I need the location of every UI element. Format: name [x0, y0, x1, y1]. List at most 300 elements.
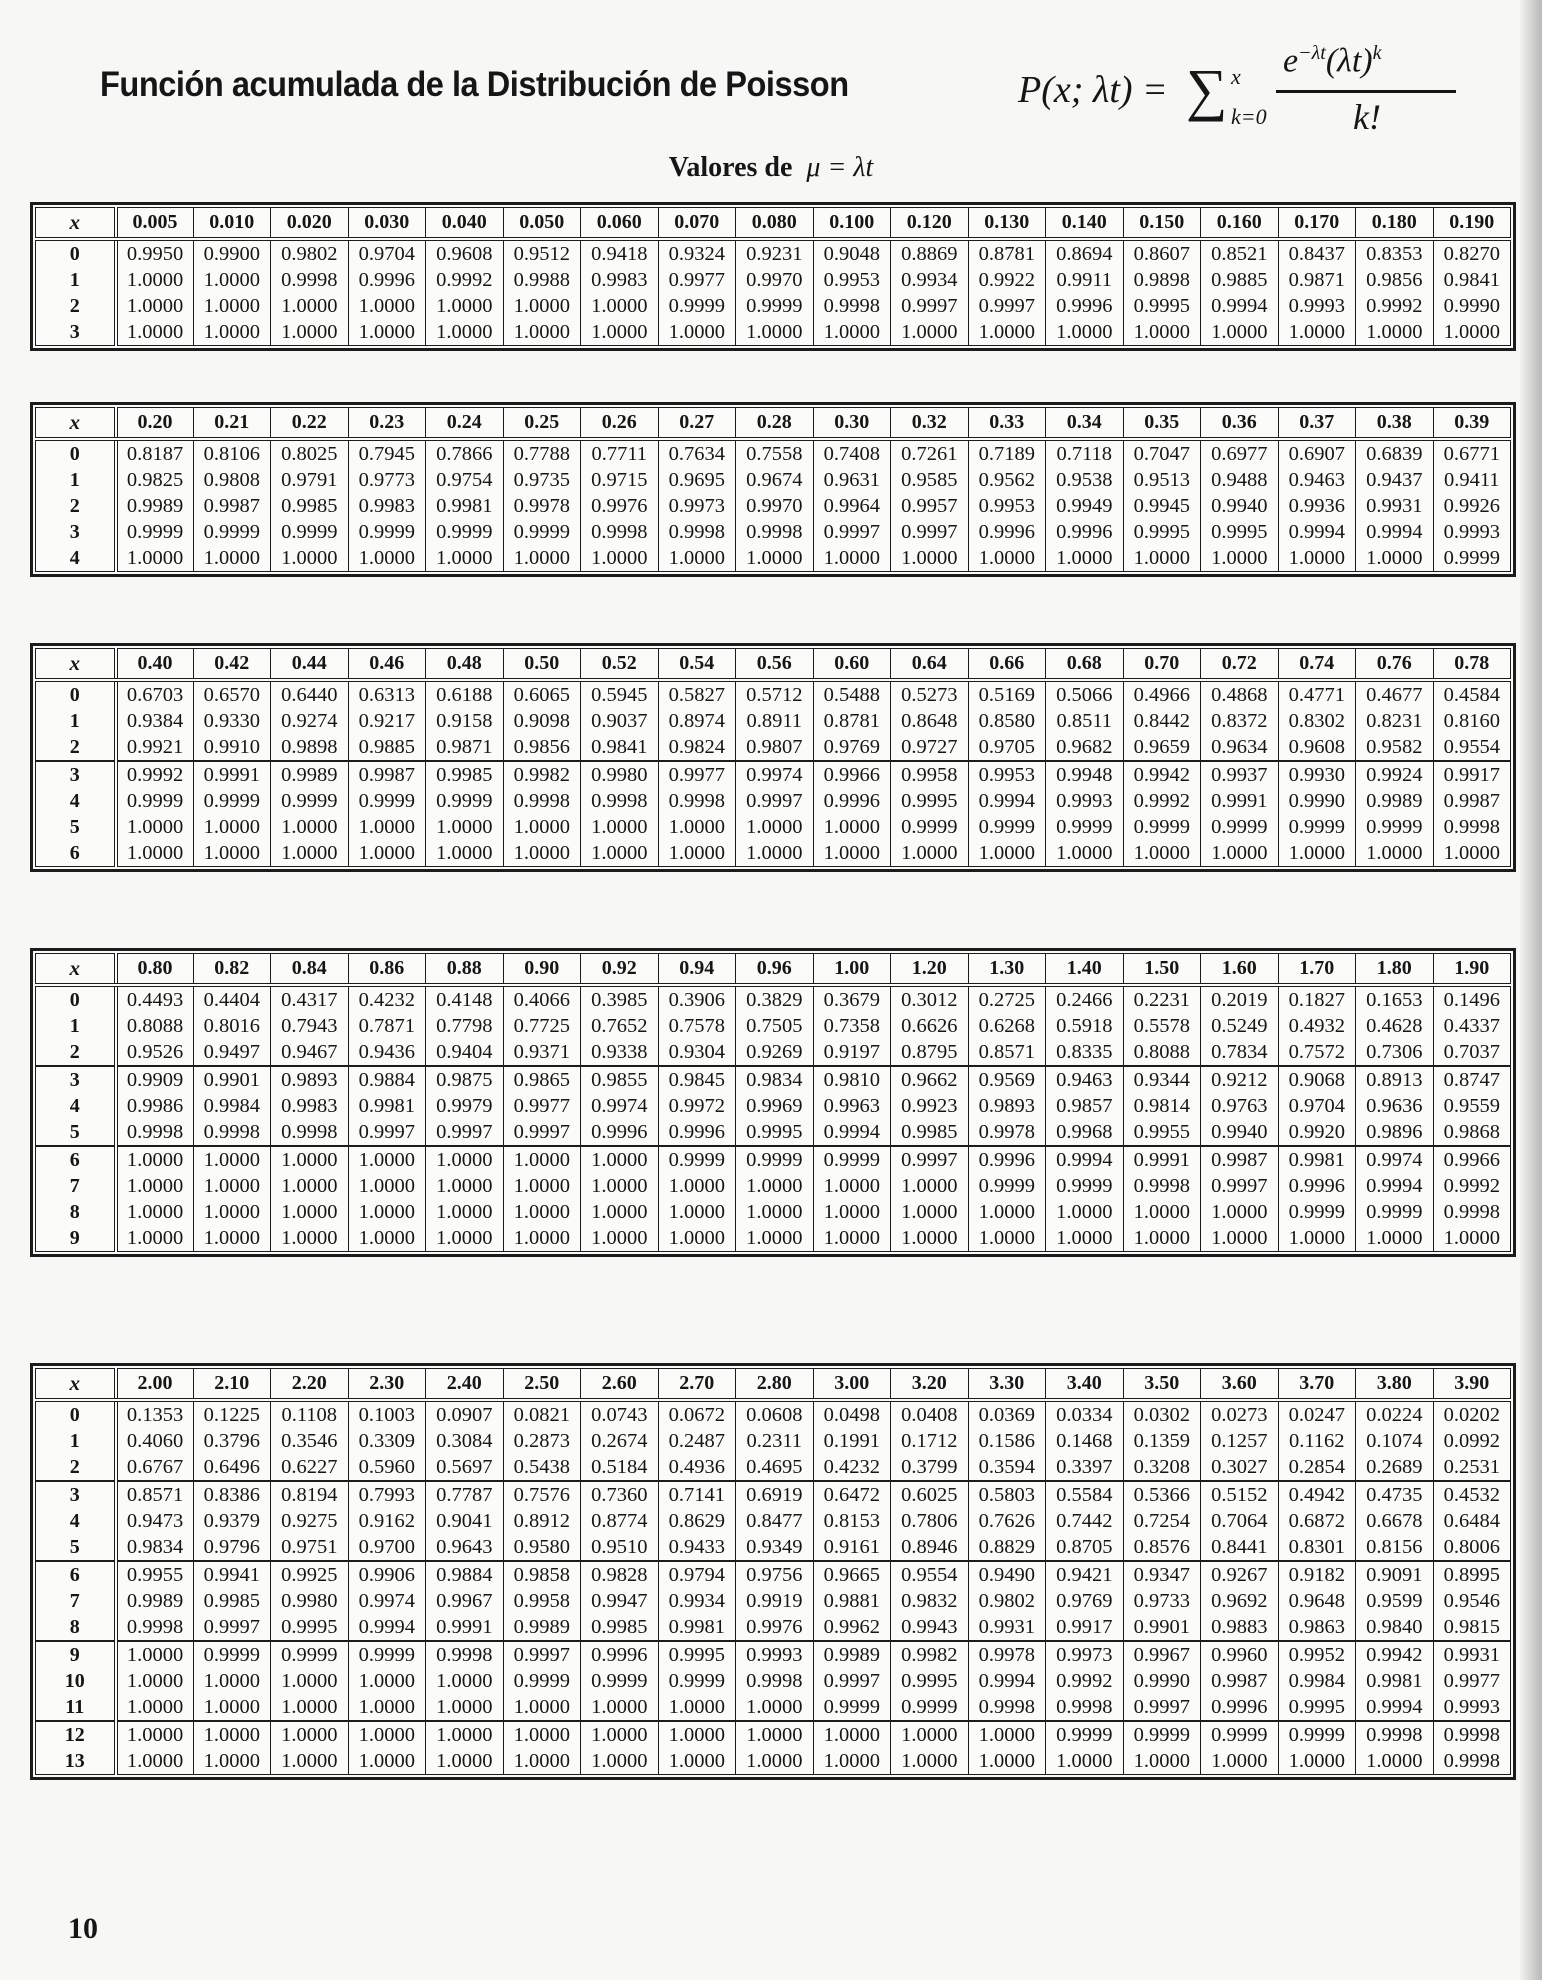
probability-cell: 0.9526 [116, 1039, 194, 1066]
probability-cell: 0.9985 [426, 761, 504, 788]
probability-cell: 0.9924 [1356, 761, 1434, 788]
probability-cell: 0.7141 [658, 1481, 736, 1508]
page-edge-shadow [1520, 0, 1542, 1980]
mu-column-header: 0.88 [426, 954, 504, 986]
mu-column-header: 0.38 [1356, 408, 1434, 440]
probability-cell: 0.9926 [1433, 493, 1511, 519]
probability-cell: 0.9643 [426, 1534, 504, 1561]
probability-cell: 0.9999 [116, 788, 194, 814]
probability-cell: 0.8571 [116, 1481, 194, 1508]
table-row [36, 1066, 1511, 1093]
probability-cell: 0.7725 [503, 1013, 581, 1039]
mu-column-header: 0.78 [1433, 649, 1511, 681]
probability-cell: 0.9999 [736, 1146, 814, 1173]
probability-cell: 0.5184 [581, 1454, 659, 1481]
probability-cell: 0.9999 [271, 519, 349, 545]
probability-cell: 1.0000 [891, 1721, 969, 1748]
probability-cell: 0.9999 [891, 1694, 969, 1721]
probability-cell: 1.0000 [116, 1721, 194, 1748]
probability-cell: 0.5366 [1123, 1481, 1201, 1508]
probability-cell: 0.7254 [1123, 1508, 1201, 1534]
probability-cell: 0.7442 [1046, 1508, 1124, 1534]
probability-cell: 0.9636 [1356, 1093, 1434, 1119]
probability-cell: 0.5273 [891, 680, 969, 708]
mu-column-header: 0.070 [658, 208, 736, 240]
probability-cell: 0.6703 [116, 680, 194, 708]
probability-cell: 0.5827 [658, 680, 736, 708]
probability-cell: 1.0000 [1201, 840, 1279, 867]
probability-cell: 1.0000 [1123, 319, 1201, 346]
probability-cell: 0.9662 [891, 1066, 969, 1093]
probability-cell: 1.0000 [658, 1173, 736, 1199]
probability-cell: 0.9999 [503, 1668, 581, 1694]
probability-cell: 0.9997 [503, 1119, 581, 1146]
probability-cell: 0.9997 [1201, 1173, 1279, 1199]
probability-cell: 0.9988 [503, 267, 581, 293]
probability-cell: 0.2725 [968, 985, 1046, 1013]
probability-cell: 1.0000 [581, 814, 659, 840]
probability-cell: 0.9845 [658, 1066, 736, 1093]
probability-cell: 0.9942 [1123, 761, 1201, 788]
probability-cell: 0.9931 [968, 1614, 1046, 1641]
probability-cell: 1.0000 [1123, 1225, 1201, 1252]
probability-cell: 0.6025 [891, 1481, 969, 1508]
probability-cell: 1.0000 [271, 1721, 349, 1748]
probability-cell: 0.8946 [891, 1534, 969, 1561]
mu-column-header: 3.30 [968, 1369, 1046, 1401]
probability-cell: 1.0000 [426, 1721, 504, 1748]
mu-column-header: 0.22 [271, 408, 349, 440]
probability-cell: 0.9490 [968, 1561, 1046, 1588]
probability-cell: 1.0000 [1123, 545, 1201, 572]
probability-cell: 0.9995 [271, 1614, 349, 1641]
table-row [36, 1668, 1511, 1694]
probability-cell: 0.7943 [271, 1013, 349, 1039]
probability-cell: 1.0000 [348, 1225, 426, 1252]
probability-cell: 0.7578 [658, 1013, 736, 1039]
probability-cell: 0.8437 [1278, 239, 1356, 267]
formula-numerator [1283, 42, 1382, 80]
probability-cell: 1.0000 [1278, 545, 1356, 572]
probability-cell: 0.1074 [1356, 1428, 1434, 1454]
mu-column-header: 0.76 [1356, 649, 1434, 681]
probability-cell: 0.9980 [271, 1588, 349, 1614]
probability-cell: 0.8088 [116, 1013, 194, 1039]
probability-cell: 0.9857 [1046, 1093, 1124, 1119]
probability-cell: 0.9995 [891, 788, 969, 814]
probability-cell: 0.9901 [193, 1066, 271, 1093]
probability-cell: 0.9871 [426, 734, 504, 761]
mu-column-header: 2.30 [348, 1369, 426, 1401]
probability-cell: 0.9344 [1123, 1066, 1201, 1093]
probability-cell: 0.9665 [813, 1561, 891, 1588]
probability-cell: 0.9875 [426, 1066, 504, 1093]
probability-cell: 1.0000 [348, 319, 426, 346]
table-row [36, 985, 1511, 1013]
mu-column-header: 0.060 [581, 208, 659, 240]
probability-cell: 1.0000 [348, 1173, 426, 1199]
probability-cell: 0.4771 [1278, 680, 1356, 708]
probability-cell: 0.0743 [581, 1400, 659, 1428]
mu-column-header: 0.40 [116, 649, 194, 681]
probability-cell: 0.9659 [1123, 734, 1201, 761]
mu-column-header: 2.40 [426, 1369, 504, 1401]
probability-cell: 0.9985 [581, 1614, 659, 1641]
probability-cell: 0.9998 [116, 1614, 194, 1641]
probability-cell: 1.0000 [426, 1225, 504, 1252]
probability-cell: 0.9856 [503, 734, 581, 761]
probability-cell: 0.1257 [1201, 1428, 1279, 1454]
probability-cell: 0.9998 [1433, 814, 1511, 840]
probability-cell: 0.5960 [348, 1454, 426, 1481]
probability-cell: 1.0000 [1201, 319, 1279, 346]
probability-cell: 0.9041 [426, 1508, 504, 1534]
probability-cell: 0.1108 [271, 1400, 349, 1428]
probability-cell: 0.9997 [426, 1119, 504, 1146]
probability-cell: 0.8477 [736, 1508, 814, 1534]
probability-cell: 0.9161 [813, 1534, 891, 1561]
probability-cell: 0.8153 [813, 1508, 891, 1534]
probability-cell: 0.9917 [1433, 761, 1511, 788]
probability-cell: 1.0000 [581, 1146, 659, 1173]
probability-cell: 0.9497 [193, 1039, 271, 1066]
probability-cell: 1.0000 [1433, 840, 1511, 867]
probability-cell: 0.8694 [1046, 239, 1124, 267]
probability-cell: 1.0000 [1433, 319, 1511, 346]
x-value-cell: 3 [36, 1066, 116, 1093]
probability-cell: 0.9998 [1433, 1721, 1511, 1748]
probability-cell: 0.9994 [813, 1119, 891, 1146]
probability-cell: 0.3309 [348, 1428, 426, 1454]
probability-cell: 0.3594 [968, 1454, 1046, 1481]
probability-cell: 0.9999 [116, 519, 194, 545]
probability-cell: 1.0000 [193, 1173, 271, 1199]
probability-cell: 1.0000 [503, 319, 581, 346]
probability-cell: 0.9840 [1356, 1614, 1434, 1641]
probability-cell: 0.9715 [581, 467, 659, 493]
probability-cell: 0.7787 [426, 1481, 504, 1508]
probability-cell: 0.9952 [1278, 1641, 1356, 1668]
probability-cell: 0.9999 [1278, 1721, 1356, 1748]
probability-cell: 0.8995 [1433, 1561, 1511, 1588]
mu-column-header: 2.60 [581, 1369, 659, 1401]
probability-cell: 0.9993 [1433, 519, 1511, 545]
probability-cell: 0.8869 [891, 239, 969, 267]
probability-cell: 0.5578 [1123, 1013, 1201, 1039]
probability-cell: 0.9994 [1278, 519, 1356, 545]
probability-cell: 0.9814 [1123, 1093, 1201, 1119]
probability-cell: 0.8747 [1433, 1066, 1511, 1093]
probability-cell: 0.9513 [1123, 467, 1201, 493]
mu-column-header: 0.72 [1201, 649, 1279, 681]
probability-cell: 1.0000 [1278, 319, 1356, 346]
probability-cell: 0.9996 [348, 267, 426, 293]
probability-cell: 0.9981 [1356, 1668, 1434, 1694]
probability-cell: 1.0000 [968, 1721, 1046, 1748]
probability-cell: 1.0000 [426, 1146, 504, 1173]
probability-cell: 0.9978 [968, 1641, 1046, 1668]
mu-column-header: 0.36 [1201, 408, 1279, 440]
probability-cell: 0.9182 [1278, 1561, 1356, 1588]
probability-cell: 0.5152 [1201, 1481, 1279, 1508]
probability-cell: 0.0202 [1433, 1400, 1511, 1428]
probability-cell: 0.9917 [1046, 1614, 1124, 1641]
probability-cell: 0.9834 [116, 1534, 194, 1561]
table-row [36, 439, 1511, 467]
probability-cell: 0.8829 [968, 1534, 1046, 1561]
probability-cell: 0.2231 [1123, 985, 1201, 1013]
probability-cell: 1.0000 [813, 1199, 891, 1225]
probability-cell: 0.4942 [1278, 1481, 1356, 1508]
probability-cell: 0.8088 [1123, 1039, 1201, 1066]
probability-cell: 0.9197 [813, 1039, 891, 1066]
probability-cell: 0.9463 [1046, 1066, 1124, 1093]
probability-cell: 0.8511 [1046, 708, 1124, 734]
probability-cell: 0.9995 [1278, 1694, 1356, 1721]
probability-cell: 0.9993 [1046, 788, 1124, 814]
probability-cell: 1.0000 [426, 1173, 504, 1199]
probability-cell: 0.9692 [1201, 1588, 1279, 1614]
probability-cell: 0.9998 [1433, 1748, 1511, 1775]
probability-cell: 0.7572 [1278, 1039, 1356, 1066]
probability-cell: 1.0000 [271, 319, 349, 346]
probability-cell: 0.9868 [1433, 1119, 1511, 1146]
probability-cell: 0.9996 [813, 788, 891, 814]
mu-column-header: 0.96 [736, 954, 814, 986]
table-row [36, 1694, 1511, 1721]
probability-cell: 0.9920 [1278, 1119, 1356, 1146]
probability-cell: 0.9599 [1356, 1588, 1434, 1614]
probability-cell: 0.9962 [813, 1614, 891, 1641]
table-row [36, 293, 1511, 319]
x-value-cell: 5 [36, 1534, 116, 1561]
probability-cell: 0.9463 [1278, 467, 1356, 493]
probability-cell: 0.9998 [193, 1119, 271, 1146]
probability-cell: 1.0000 [426, 840, 504, 867]
probability-cell: 0.7306 [1356, 1039, 1434, 1066]
probability-cell: 0.3397 [1046, 1454, 1124, 1481]
probability-cell: 1.0000 [193, 319, 271, 346]
probability-cell: 0.9943 [891, 1614, 969, 1641]
mu-column-header: 0.66 [968, 649, 1046, 681]
probability-cell: 0.9999 [813, 1694, 891, 1721]
probability-cell: 0.9756 [736, 1561, 814, 1588]
probability-cell: 0.9807 [736, 734, 814, 761]
probability-cell: 0.9983 [348, 493, 426, 519]
probability-cell: 0.2854 [1278, 1454, 1356, 1481]
page-number: 10 [68, 1912, 98, 1945]
probability-cell: 0.9473 [116, 1508, 194, 1534]
probability-cell: 1.0000 [891, 840, 969, 867]
probability-cell: 0.9810 [813, 1066, 891, 1093]
probability-cell: 0.9825 [116, 467, 194, 493]
probability-cell: 1.0000 [581, 319, 659, 346]
probability-cell: 1.0000 [426, 1668, 504, 1694]
probability-cell: 0.9158 [426, 708, 504, 734]
probability-cell: 0.9990 [1433, 293, 1511, 319]
probability-cell: 0.9433 [658, 1534, 736, 1561]
probability-cell: 0.9960 [1201, 1641, 1279, 1668]
probability-cell: 0.8571 [968, 1039, 1046, 1066]
probability-cell: 0.0907 [426, 1400, 504, 1428]
probability-cell: 0.9953 [813, 267, 891, 293]
probability-cell: 0.9834 [736, 1066, 814, 1093]
x-value-cell: 10 [36, 1668, 116, 1694]
probability-cell: 0.9997 [968, 293, 1046, 319]
mu-column-header: 0.100 [813, 208, 891, 240]
x-value-cell: 3 [36, 519, 116, 545]
probability-cell: 1.0000 [116, 1173, 194, 1199]
probability-cell: 0.9992 [1123, 788, 1201, 814]
probability-cell: 0.9510 [581, 1534, 659, 1561]
poisson-table-4 [30, 948, 1516, 1257]
probability-cell: 1.0000 [891, 1173, 969, 1199]
probability-cell: 1.0000 [1046, 840, 1124, 867]
probability-cell: 0.9997 [1123, 1694, 1201, 1721]
probability-cell: 0.0498 [813, 1400, 891, 1428]
probability-cell: 0.9958 [891, 761, 969, 788]
mu-column-header: 0.170 [1278, 208, 1356, 240]
probability-cell: 1.0000 [116, 293, 194, 319]
x-value-cell: 7 [36, 1173, 116, 1199]
probability-cell: 0.6227 [271, 1454, 349, 1481]
mu-column-header: 0.150 [1123, 208, 1201, 240]
probability-cell: 0.4066 [503, 985, 581, 1013]
probability-cell: 0.9824 [658, 734, 736, 761]
probability-cell: 0.9411 [1433, 467, 1511, 493]
probability-cell: 0.8160 [1433, 708, 1511, 734]
probability-cell: 0.7798 [426, 1013, 504, 1039]
probability-cell: 0.8648 [891, 708, 969, 734]
probability-cell: 0.9863 [1278, 1614, 1356, 1641]
probability-cell: 0.9802 [271, 239, 349, 267]
probability-cell: 1.0000 [1278, 840, 1356, 867]
probability-cell: 1.0000 [736, 1748, 814, 1775]
probability-cell: 1.0000 [891, 1199, 969, 1225]
probability-cell: 1.0000 [891, 545, 969, 572]
probability-cell: 0.9648 [1278, 1588, 1356, 1614]
probability-cell: 0.9379 [193, 1508, 271, 1534]
x-value-cell: 2 [36, 293, 116, 319]
probability-cell: 0.9999 [1433, 545, 1511, 572]
probability-cell: 0.9999 [1046, 1721, 1124, 1748]
probability-cell: 0.3208 [1123, 1454, 1201, 1481]
probability-cell: 0.9997 [503, 1641, 581, 1668]
probability-cell: 0.9994 [348, 1614, 426, 1641]
table-row [36, 1481, 1511, 1508]
x-value-cell: 12 [36, 1721, 116, 1748]
mu-column-header: 1.40 [1046, 954, 1124, 986]
probability-cell: 0.9958 [503, 1588, 581, 1614]
probability-cell: 1.0000 [348, 1748, 426, 1775]
probability-cell: 0.5803 [968, 1481, 1046, 1508]
mu-column-header: 0.030 [348, 208, 426, 240]
probability-cell: 0.4532 [1433, 1481, 1511, 1508]
probability-cell: 0.9999 [658, 1146, 736, 1173]
probability-cell: 0.9841 [581, 734, 659, 761]
mu-column-header: 0.84 [271, 954, 349, 986]
x-value-cell: 13 [36, 1748, 116, 1775]
probability-cell: 0.9998 [116, 1119, 194, 1146]
probability-cell: 0.7993 [348, 1481, 426, 1508]
probability-cell: 0.9985 [193, 1588, 271, 1614]
probability-cell: 0.4868 [1201, 680, 1279, 708]
probability-cell: 0.9992 [1046, 1668, 1124, 1694]
mu-column-header: 0.54 [658, 649, 736, 681]
probability-cell: 0.9998 [968, 1694, 1046, 1721]
probability-cell: 0.9995 [658, 1641, 736, 1668]
probability-cell: 1.0000 [581, 1225, 659, 1252]
probability-cell: 0.9998 [271, 267, 349, 293]
probability-cell: 0.9948 [1046, 761, 1124, 788]
probability-cell: 0.0334 [1046, 1400, 1124, 1428]
probability-cell: 0.2466 [1046, 985, 1124, 1013]
probability-cell: 0.9981 [1278, 1146, 1356, 1173]
probability-cell: 0.9900 [193, 239, 271, 267]
probability-cell: 0.9978 [968, 1119, 1046, 1146]
mu-column-header: 0.040 [426, 208, 504, 240]
probability-cell: 0.9608 [1278, 734, 1356, 761]
mu-column-header: 0.32 [891, 408, 969, 440]
probability-cell: 0.9911 [1046, 267, 1124, 293]
probability-cell: 0.9991 [193, 761, 271, 788]
probability-cell: 1.0000 [348, 1146, 426, 1173]
cumulative-probability-table [35, 953, 1511, 1252]
probability-cell: 1.0000 [503, 1146, 581, 1173]
probability-cell: 0.9999 [348, 1641, 426, 1668]
formula-lhs: P(x; λt) = [1018, 69, 1168, 111]
probability-cell: 0.7871 [348, 1013, 426, 1039]
x-value-cell: 8 [36, 1199, 116, 1225]
probability-cell: 1.0000 [193, 1721, 271, 1748]
probability-cell: 1.0000 [503, 1199, 581, 1225]
probability-cell: 1.0000 [503, 1694, 581, 1721]
table-row [36, 1721, 1511, 1748]
x-value-cell: 0 [36, 239, 116, 267]
probability-cell: 0.9981 [348, 1093, 426, 1119]
probability-cell: 0.4932 [1278, 1013, 1356, 1039]
probability-cell: 0.9893 [271, 1066, 349, 1093]
probability-cell: 0.9998 [736, 519, 814, 545]
probability-cell: 0.9324 [658, 239, 736, 267]
table-row [36, 519, 1511, 545]
probability-cell: 0.0992 [1433, 1428, 1511, 1454]
probability-cell: 0.9989 [1356, 788, 1434, 814]
table-row [36, 1199, 1511, 1225]
table-row [36, 788, 1511, 814]
probability-cell: 0.9998 [736, 1668, 814, 1694]
probability-cell: 1.0000 [891, 1748, 969, 1775]
fraction-line [1276, 90, 1456, 93]
probability-cell: 0.1359 [1123, 1428, 1201, 1454]
probability-cell: 0.4493 [116, 985, 194, 1013]
probability-cell: 1.0000 [813, 1748, 891, 1775]
mu-column-header: 0.160 [1201, 208, 1279, 240]
probability-cell: 0.9338 [581, 1039, 659, 1066]
probability-cell: 0.9467 [271, 1039, 349, 1066]
probability-cell: 0.9048 [813, 239, 891, 267]
probability-cell: 0.4404 [193, 985, 271, 1013]
probability-cell: 0.8006 [1433, 1534, 1511, 1561]
probability-cell: 0.8441 [1201, 1534, 1279, 1561]
probability-cell: 1.0000 [1046, 319, 1124, 346]
probability-cell: 1.0000 [193, 1146, 271, 1173]
probability-cell: 0.1586 [968, 1428, 1046, 1454]
cumulative-probability-table [35, 648, 1511, 867]
probability-cell: 0.9999 [1123, 1721, 1201, 1748]
probability-cell: 1.0000 [1201, 1199, 1279, 1225]
probability-cell: 1.0000 [348, 1694, 426, 1721]
